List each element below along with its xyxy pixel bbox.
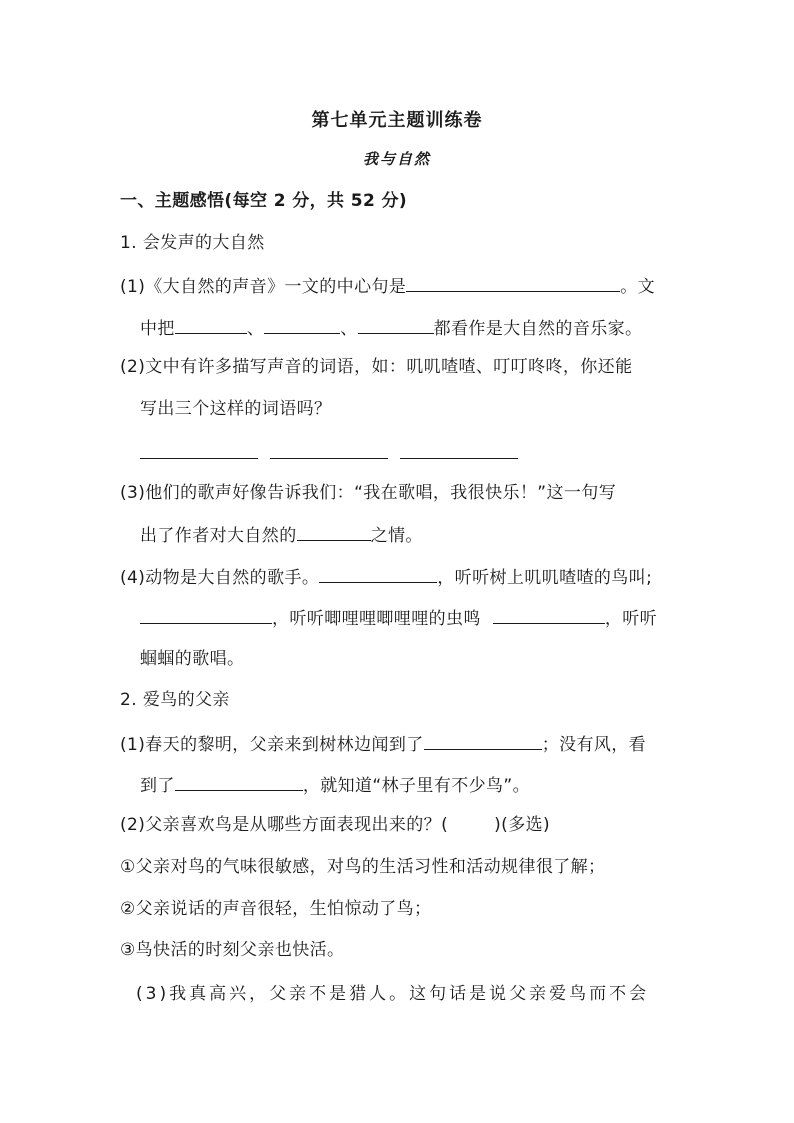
question-text: ，就知道“林子里有不少鸟”。 <box>302 776 531 796</box>
answer-blank[interactable] <box>264 315 340 334</box>
answer-blank[interactable] <box>319 564 437 583</box>
question-line <box>140 605 657 631</box>
answer-blank[interactable] <box>175 315 247 334</box>
answer-blank[interactable] <box>140 605 272 624</box>
question-line: (3)我真高兴，父亲不是猎人。这句话是说父亲爱鸟而不会 <box>136 984 650 1004</box>
question-text: (4)动物是大自然的歌手。 <box>120 568 320 588</box>
answer-blank[interactable] <box>297 522 371 541</box>
option-item: ③鸟快活的时刻父亲也快活。 <box>120 940 345 960</box>
question-line <box>140 772 530 798</box>
question-line: (2)文中有许多描写声音的词语，如：叽叽喳喳、叮叮咚咚，你还能 <box>120 357 633 377</box>
question-line <box>120 813 550 837</box>
answer-blank[interactable] <box>493 605 605 624</box>
question-line <box>120 273 655 299</box>
question-text: 。文 <box>620 277 656 297</box>
question-text: ，听听树上叽叽喳喳的鸟叫; <box>437 568 653 588</box>
question-text: 出了作者对大自然的 <box>140 526 297 546</box>
question-text: (2)父亲喜欢鸟是从哪些方面表现出来的？( <box>120 815 449 835</box>
page-title: 第七单元主题训练卷 <box>311 110 483 131</box>
question-line: 写出三个这样的词语吗？ <box>140 399 332 419</box>
answer-blank[interactable] <box>424 731 542 750</box>
question-text: ，听听唧哩哩唧哩哩的虫鸣 <box>272 609 481 629</box>
question-text: 之情。 <box>370 526 423 546</box>
answer-blank[interactable] <box>175 772 303 791</box>
section-heading: 一、主题感悟(每空 2 分，共 52 分) <box>120 191 408 211</box>
option-item: ①父亲对鸟的气味很敏感，对鸟的生活习性和活动规律很了解； <box>120 857 606 877</box>
answer-blank[interactable] <box>140 457 258 459</box>
page-subtitle: 我与自然 <box>362 150 431 168</box>
question-line: (3)他们的歌声好像告诉我们：“我在歌唱，我很快乐！”这一句写 <box>120 483 617 503</box>
question-text: (1)春天的黎明，父亲来到树林边闻到了 <box>120 735 424 755</box>
question-text: (1)《大自然的声音》一文的中心句是 <box>120 277 407 297</box>
question-heading: 1. 会发声的大自然 <box>120 233 265 253</box>
question-text: ；没有风，看 <box>541 735 647 755</box>
answer-blank[interactable] <box>400 457 518 459</box>
separator: 、 <box>246 319 265 339</box>
answer-blank[interactable] <box>406 273 620 292</box>
answer-blank[interactable] <box>358 315 434 334</box>
separator: 、 <box>340 319 358 339</box>
question-text: 中把 <box>140 319 175 339</box>
question-text: )(多选) <box>494 815 551 835</box>
question-text: 都看作是大自然的音乐家。 <box>433 319 643 339</box>
question-line <box>140 315 642 341</box>
question-line <box>120 731 646 757</box>
question-line <box>140 522 423 548</box>
question-heading: 2. 爱鸟的父亲 <box>120 690 230 710</box>
option-item: ②父亲说话的声音很轻，生怕惊动了鸟； <box>120 899 432 919</box>
answer-blank[interactable] <box>270 457 388 459</box>
question-line <box>120 564 652 590</box>
question-text: ，听听 <box>604 609 658 629</box>
question-text: 到了 <box>140 776 175 796</box>
question-line: 蝈蝈的歌唱。 <box>140 649 245 669</box>
